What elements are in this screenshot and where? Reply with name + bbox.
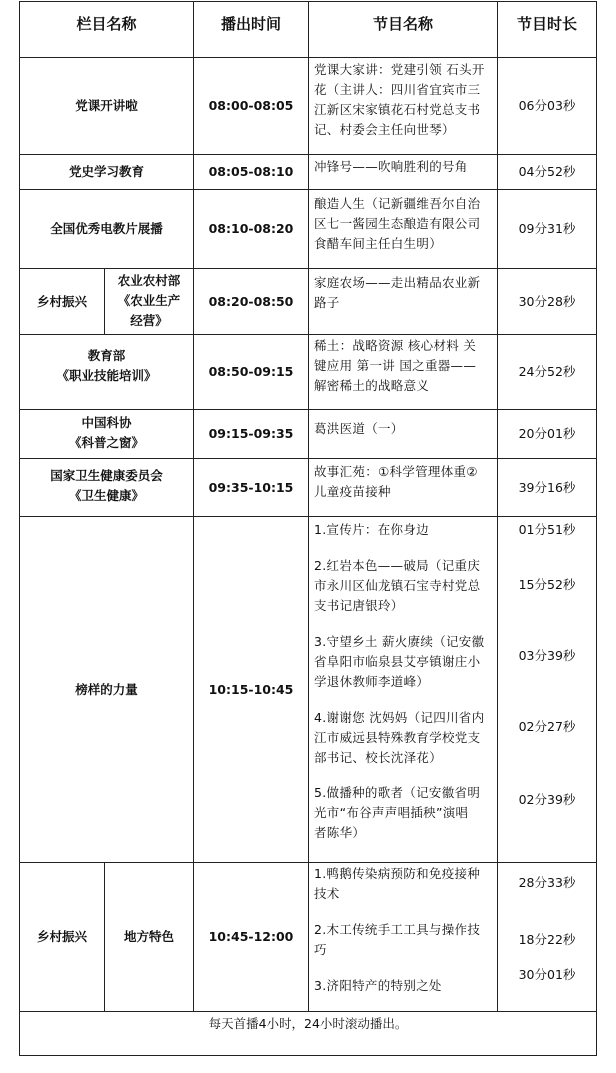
program-line: 5.做播种的歌者（记安徽省明 — [314, 785, 481, 800]
row6-program-name — [309, 419, 497, 439]
header-column-name: 栏目名称 — [76, 15, 137, 33]
program-line: 解密稀土的战略意义 — [314, 378, 430, 393]
row1-column-name: 党课开讲啦 — [75, 98, 138, 113]
program-line: 1.宣传片：在你身边 — [314, 522, 429, 537]
program-line: 党课大家讲：党建引领 石头开 — [314, 62, 485, 77]
program-line: 技术 — [314, 886, 340, 901]
row9-item2-duration: 18分22秒 — [518, 932, 576, 947]
row4-air-time: 08:20-08:50 — [208, 293, 294, 309]
program-line: 部书记、校长沈泽花） — [314, 750, 443, 765]
program-line: 路子 — [314, 295, 340, 310]
row4-column-sub — [105, 271, 193, 331]
row8-item3-program — [309, 632, 497, 692]
row9-column-main: 乡村振兴 — [36, 929, 87, 944]
header-program-name: 节目名称 — [372, 15, 433, 33]
program-line: 家庭农场——走出精品农业新 — [314, 275, 481, 290]
row2-duration: 04分52秒 — [518, 164, 576, 179]
column-line: 国家卫生健康委员会 — [50, 468, 163, 483]
row5-air-time: 08:50-09:15 — [208, 364, 294, 379]
row1-program-name — [309, 60, 497, 140]
row8-item4-program — [309, 708, 497, 768]
program-line: 花（主讲人：四川省宜宾市三 — [314, 82, 481, 97]
program-line: 儿童疫苗接种 — [314, 484, 391, 499]
row2-program-name — [309, 157, 497, 177]
row5-duration: 24分52秒 — [518, 364, 576, 379]
program-line: 1.鸭鹅传染病预防和免疫接种 — [314, 866, 481, 881]
header-duration: 节目时长 — [516, 15, 577, 33]
row4-program-name — [309, 273, 497, 313]
row8-item1-duration: 01分51秒 — [518, 522, 576, 537]
row7-program-name — [309, 462, 497, 502]
program-line: 支书记唐银玲） — [314, 598, 404, 613]
column-line: 中国科协 — [81, 415, 132, 430]
row9-air-time: 10:45-12:00 — [208, 929, 294, 944]
column-line: 教育部 — [87, 348, 126, 363]
row2-air-time: 08:05-08:10 — [208, 164, 294, 179]
program-line: 江市威远县特殊教育学校党支 — [314, 730, 481, 745]
row8-item5-program — [309, 783, 497, 843]
row8-item5-duration: 02分39秒 — [518, 792, 576, 807]
row4-column-main: 乡村振兴 — [36, 293, 87, 309]
row8-item2-program — [309, 556, 497, 616]
row9-item3-duration: 30分01秒 — [518, 967, 576, 982]
program-line: 省阜阳市临泉县艾亭镇谢庄小 — [314, 654, 481, 669]
row7-duration: 39分16秒 — [518, 479, 576, 495]
program-line: 冲锋号——吹响胜利的号角 — [314, 159, 468, 174]
program-line: 食醋车间主任白生明） — [314, 236, 443, 251]
program-line: 学退休教师李道峰） — [314, 674, 430, 689]
row9-column-sub: 地方特色 — [123, 929, 174, 944]
row3-column-name: 全国优秀电教片展播 — [50, 221, 163, 236]
program-line: 者陈华） — [314, 825, 366, 840]
row-divider — [19, 1011, 597, 1012]
footer-note: 每天首播4小时，24小时滚动播出。 — [208, 1016, 408, 1031]
row1-air-time: 08:00-08:05 — [208, 98, 294, 113]
program-line: 4.谢谢您 沈妈妈（记四川省内 — [314, 710, 485, 725]
program-line: 酿造人生（记新疆维吾尔自治 — [314, 196, 481, 211]
program-line: 2.红岩本色——破局（记重庆 — [314, 558, 481, 573]
column-sub-line: 经营》 — [130, 313, 168, 328]
column-line: 《职业技能培训》 — [56, 368, 157, 383]
row9-item3-program — [309, 976, 497, 996]
col-divider — [308, 1, 309, 1011]
row8-column-name: 榜样的力量 — [75, 681, 138, 697]
row2-column-name: 党史学习教育 — [68, 164, 144, 179]
row1-duration: 06分03秒 — [518, 98, 576, 113]
program-line: 葛洪医道（一） — [314, 421, 404, 436]
row3-air-time: 08:10-08:20 — [208, 221, 294, 236]
row7-air-time: 09:35-10:15 — [208, 479, 294, 495]
row9-item1-program — [309, 864, 497, 904]
column-line: 《卫生健康》 — [68, 488, 144, 503]
row9-item1-duration: 28分33秒 — [518, 875, 576, 890]
row3-program-name — [309, 194, 497, 254]
table-border-bottom — [19, 1055, 597, 1056]
program-line: 2.木工传统手工工具与操作技 — [314, 922, 481, 937]
row8-item3-duration: 03分39秒 — [518, 648, 576, 663]
program-line: 键应用 第一讲 国之重器—— — [314, 358, 477, 373]
row9-item2-program — [309, 920, 497, 960]
program-line: 光市“布谷声声唱插秧”演唱 — [314, 805, 469, 820]
program-line: 巧 — [314, 942, 327, 957]
row8-item4-duration: 02分27秒 — [518, 719, 576, 734]
row8-item2-duration: 15分52秒 — [518, 577, 576, 592]
column-line: 《科普之窗》 — [68, 435, 144, 450]
row6-column-name — [20, 413, 193, 453]
program-line: 故事汇苑：①科学管理体重② — [314, 464, 478, 479]
row6-duration: 20分01秒 — [518, 426, 576, 441]
program-line: 市永川区仙龙镇石宝寺村党总 — [314, 578, 481, 593]
row8-item1-program — [309, 520, 497, 540]
row7-column-name — [20, 466, 193, 506]
row3-duration: 09分31秒 — [518, 221, 576, 236]
column-sub-line: 《农业生产 — [117, 293, 181, 308]
program-line: 稀土：战略资源 核心材料 关 — [314, 338, 477, 353]
program-line: 3.守望乡土 薪火赓续（记安徽 — [314, 634, 485, 649]
table-border-right — [596, 1, 597, 1056]
program-line: 记、村委会主任向世琴） — [314, 122, 455, 137]
header-air-time: 播出时间 — [220, 15, 281, 33]
row6-air-time: 09:15-09:35 — [208, 426, 294, 441]
program-line: 3.济阳特产的特别之处 — [314, 978, 442, 993]
row8-air-time: 10:15-10:45 — [208, 681, 294, 697]
row4-duration: 30分28秒 — [518, 293, 576, 309]
column-sub-line: 农业农村部 — [117, 273, 181, 288]
program-line: 江新区宋家镇花石村党总支书 — [314, 102, 481, 117]
program-line: 区七一酱园生态酿造有限公司 — [314, 216, 481, 231]
row5-program-name — [309, 336, 497, 396]
row5-column-name — [20, 346, 193, 386]
